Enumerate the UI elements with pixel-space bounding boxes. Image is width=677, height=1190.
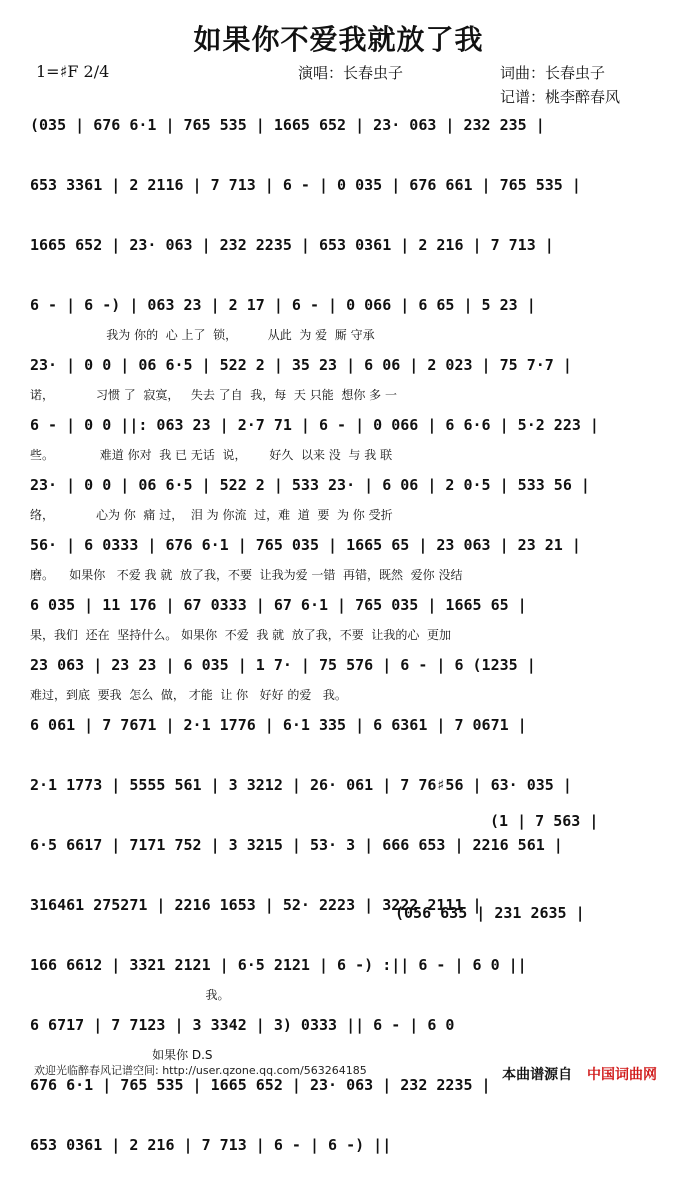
notation-text: 316461 275271 | 2216 1653 | 52· 2223 | 3222 2111 | (30, 896, 482, 914)
score-line (30, 950, 650, 1010)
score-line (30, 470, 650, 530)
lyrics-text: 些。 难道 你对 我 已 无话 说， 好久 以来 没 与 我 联 (30, 448, 393, 462)
footer-source (502, 1064, 657, 1084)
score-line (30, 1010, 650, 1070)
score-line (30, 710, 650, 770)
notation-text: 653 0361 | 2 216 | 7 713 | 6 - | 6 -) || (30, 1136, 392, 1154)
lyrics-text: 如果你 D.S (30, 1048, 213, 1062)
key-signature: 1=♯F 2/4 (36, 62, 110, 81)
lyrics-text: 诺， 习惯 了 寂寞， 失去 了自 我，每 天 只能 想你 多 一 (30, 388, 397, 402)
notation-text: 1665 652 | 23· 063 | 232 2235 | 653 0361 | 2 216 | 7 713 | (30, 236, 554, 254)
notation-text: 2·1 1773 | 5555 561 | 3 3212 | 26· 061 | 7 76♯56 | 63· 035 | (30, 776, 572, 794)
score-line (30, 170, 650, 230)
volta-notes: (1 | 7 563 | (490, 812, 599, 830)
notation-text: 23 063 | 23 23 | 6 035 | 1 7· | 75 576 | 6 - | 6 (1235 | (30, 656, 536, 674)
lyrics-text: 络， 心为 你 痛 过， 泪 为 你流 过，难 道 要 为 你 受折 (30, 508, 393, 522)
notation-text: 6 035 | 11 176 | 67 0333 | 67 6·1 | 765 035 | 1665 65 | (30, 596, 527, 614)
score-line (30, 590, 650, 650)
score-line (30, 110, 650, 170)
lyrics-text: 果，我们 还在 坚持什么。 如果你 不爱 我 就 放了我，不要 让我的心 更加 (30, 628, 452, 642)
score (30, 110, 650, 1190)
score-line (30, 650, 650, 710)
notation-text: 6·5 6617 | 7171 752 | 3 3215 | 53· 3 | 666 653 | 2216 561 | (30, 836, 563, 854)
notation-text: 653 3361 | 2 2116 | 7 713 | 6 - | 0 035 | 676 661 | 765 535 | (30, 176, 581, 194)
notation-text: 23· | 0 0 | 06 6·5 | 522 2 | 533 23· | 6 06 | 2 0·5 | 533 56 | (30, 476, 590, 494)
footer-source-site[interactable]: 中国词曲网 (587, 1067, 657, 1083)
score-line (30, 230, 650, 290)
lyrics-text: 难过，到底 要我 怎么 做， 才能 让 你 好好 的爱 我。 (30, 688, 347, 702)
score-line (30, 1130, 650, 1190)
notation-text: 6 6717 | 7 7123 | 3 3342 | 3) 0333 || 6 - | 6 0 (30, 1016, 455, 1034)
notation-text: 6 - | 6 -) | 063 23 | 2 17 | 6 - | 0 066 | 6 65 | 5 23 | (30, 296, 536, 314)
score-line (30, 410, 650, 470)
notation-text: 6 - | 0 0 ||: 063 23 | 2·7 71 | 6 - | 0 066 | 6 6·6 | 5·2 223 | (30, 416, 599, 434)
lyricist-credit: 词曲：长春虫子 (500, 64, 606, 82)
lyrics-text: 磨。 如果你 不爱 我 就 放了我，不要 让我为爱 一错 再错，既然 爱你 没结 (30, 568, 463, 582)
score-line (30, 350, 650, 410)
singer-credit: 演唱：长春虫子 (298, 64, 404, 82)
score-line (30, 290, 650, 350)
volta-notes: (056 635 | 231 2635 | (395, 904, 585, 922)
notation-text: 676 6·1 | 765 535 | 1665 652 | 23· 063 | 232 2235 | (30, 1076, 491, 1094)
notation-text: 166 6612 | 3321 2121 | 6·5 2121 | 6 -) :|| 6 - | 6 0 || (30, 956, 527, 974)
notation-text: 23· | 0 0 | 06 6·5 | 522 2 | 35 23 | 6 06 | 2 023 | 75 7·7 | (30, 356, 572, 374)
lyrics-text: 我。 (30, 988, 230, 1002)
notation-text: 56· | 6 0333 | 676 6·1 | 765 035 | 1665 65 | 23 063 | 23 21 | (30, 536, 581, 554)
song-title: 如果你不爱我就放了我 (193, 23, 484, 56)
notation-text: (035 | 676 6·1 | 765 535 | 1665 652 | 23· 063 | 232 235 | (30, 116, 545, 134)
lyrics-text: 我为 你的 心 上了 锁， 从此 为 爱 厮 守承 (30, 328, 375, 342)
footer-source-prefix: 本曲谱源自 (502, 1067, 573, 1083)
score-line (30, 530, 650, 590)
score-line (30, 830, 650, 890)
transcriber-credit: 记谱：桃李醉春风 (500, 88, 621, 106)
footer-link-text: 欢迎光临醉春风记谱空间: http://user.qzone.qq.com/563264185 (34, 1064, 367, 1077)
notation-text: 6 061 | 7 7671 | 2·1 1776 | 6·1 335 | 6 6361 | 7 0671 | (30, 716, 527, 734)
